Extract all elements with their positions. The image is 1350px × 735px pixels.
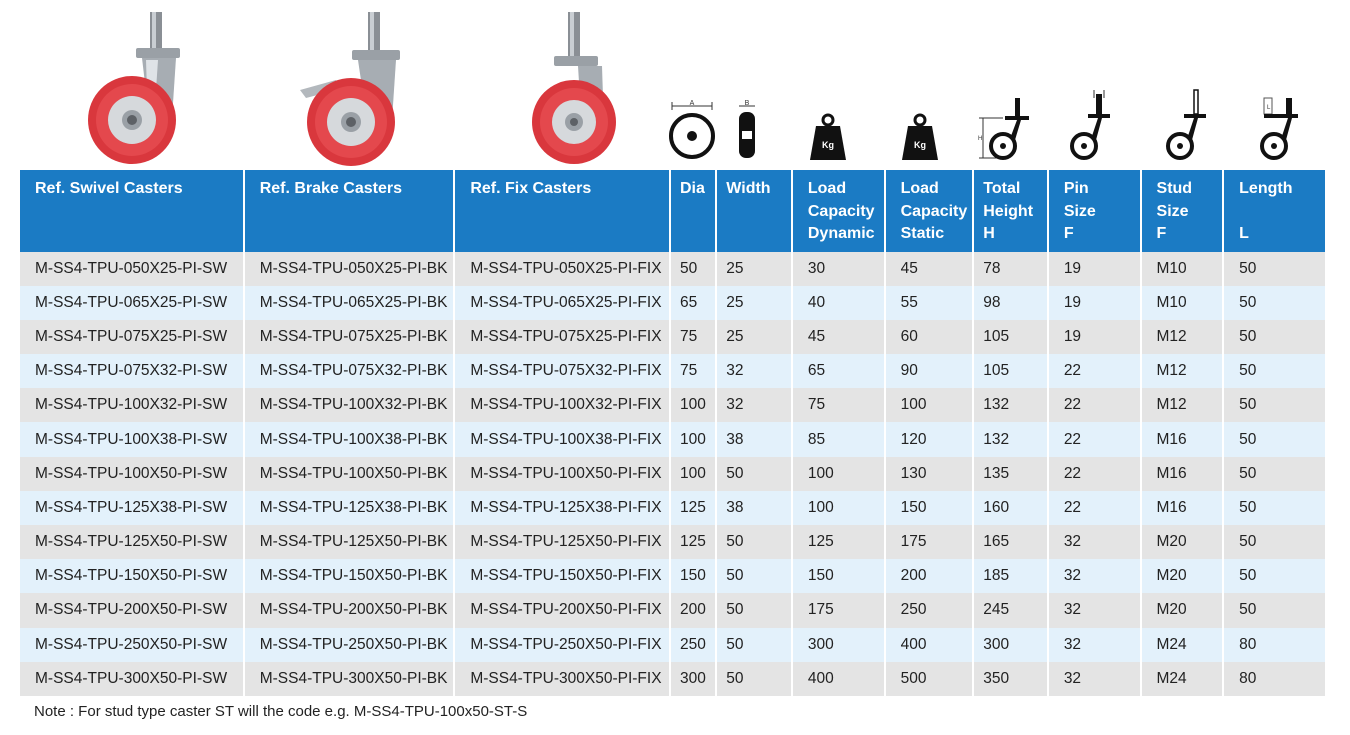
table-row [20,662,1325,696]
cell-brake-ref: M-SS4-TPU-150X50-PI-BK [244,559,455,593]
cell-width: 50 [716,593,792,627]
cell-load-static: 200 [885,559,974,593]
cell-load-dynamic: 30 [792,252,885,286]
table-row [20,491,1325,525]
cell-swivel-ref: M-SS4-TPU-200X50-PI-SW [20,593,244,627]
table-row [20,422,1325,456]
cell-fix-ref: M-SS4-TPU-300X50-PI-FIX [454,662,670,696]
cell-dia: 50 [670,252,716,286]
cell-load-static: 400 [885,628,974,662]
cell-length: 50 [1223,320,1325,354]
footnote: Note : For stud type caster ST will the code e.g. M-SS4-TPU-100x50-ST-S [34,703,528,720]
cell-dia: 100 [670,422,716,456]
cell-stud-size: M16 [1141,457,1224,491]
table-row [20,252,1325,286]
cell-load-dynamic: 65 [792,354,885,388]
cell-stud-size: M12 [1141,354,1224,388]
cell-width: 25 [716,320,792,354]
cell-load-dynamic: 125 [792,525,885,559]
weight-kg-icon [900,112,940,162]
cell-dia: 75 [670,320,716,354]
cell-width: 50 [716,628,792,662]
cell-brake-ref: M-SS4-TPU-100X32-PI-BK [244,388,455,422]
cell-stud-size: M12 [1141,320,1224,354]
cell-fix-ref: M-SS4-TPU-250X50-PI-FIX [454,628,670,662]
pin-size-icon [1066,88,1114,162]
cell-length: 80 [1223,628,1325,662]
cell-total-height: 135 [973,457,1048,491]
cell-brake-ref: M-SS4-TPU-050X25-PI-BK [244,252,455,286]
header-load-static: Load Capacity Static [885,170,974,252]
cell-stud-size: M12 [1141,388,1224,422]
header-fix-casters: Ref. Fix Casters [454,170,670,252]
cell-fix-ref: M-SS4-TPU-065X25-PI-FIX [454,286,670,320]
cell-length: 80 [1223,662,1325,696]
cell-load-static: 500 [885,662,974,696]
cell-fix-ref: M-SS4-TPU-100X32-PI-FIX [454,388,670,422]
cell-dia: 100 [670,388,716,422]
cell-fix-ref: M-SS4-TPU-075X32-PI-FIX [454,354,670,388]
width-letter: B [744,100,750,107]
cell-length: 50 [1223,354,1325,388]
cell-brake-ref: M-SS4-TPU-250X50-PI-BK [244,628,455,662]
cell-load-static: 120 [885,422,974,456]
cell-width: 50 [716,525,792,559]
cell-length: 50 [1223,422,1325,456]
cell-stud-size: M20 [1141,559,1224,593]
table-row [20,593,1325,627]
cell-fix-ref: M-SS4-TPU-075X25-PI-FIX [454,320,670,354]
cell-pin-size: 32 [1048,559,1141,593]
length-letter: L [1267,105,1271,111]
cell-dia: 65 [670,286,716,320]
cell-stud-size: M24 [1141,662,1224,696]
cell-stud-size: M20 [1141,525,1224,559]
cell-load-dynamic: 175 [792,593,885,627]
cell-load-dynamic: 400 [792,662,885,696]
cell-fix-ref: M-SS4-TPU-100X38-PI-FIX [454,422,670,456]
cell-swivel-ref: M-SS4-TPU-075X32-PI-SW [20,354,244,388]
cell-total-height: 350 [973,662,1048,696]
cell-pin-size: 32 [1048,662,1141,696]
cell-swivel-ref: M-SS4-TPU-075X25-PI-SW [20,320,244,354]
cell-total-height: 105 [973,320,1048,354]
cell-load-dynamic: 300 [792,628,885,662]
cell-swivel-ref: M-SS4-TPU-100X50-PI-SW [20,457,244,491]
cell-pin-size: 19 [1048,286,1141,320]
cell-pin-size: 22 [1048,354,1141,388]
cell-stud-size: M10 [1141,286,1224,320]
cell-swivel-ref: M-SS4-TPU-150X50-PI-SW [20,559,244,593]
cell-length: 50 [1223,388,1325,422]
header-length: Length L [1223,170,1325,252]
length-icon [1254,94,1304,162]
cell-total-height: 245 [973,593,1048,627]
cell-fix-ref: M-SS4-TPU-100X50-PI-FIX [454,457,670,491]
cell-width: 50 [716,457,792,491]
cell-total-height: 98 [973,286,1048,320]
cell-pin-size: 22 [1048,457,1141,491]
cell-swivel-ref: M-SS4-TPU-100X32-PI-SW [20,388,244,422]
cell-length: 50 [1223,286,1325,320]
cell-width: 50 [716,662,792,696]
cell-load-static: 100 [885,388,974,422]
table-row [20,286,1325,320]
cell-brake-ref: M-SS4-TPU-065X25-PI-BK [244,286,455,320]
cell-pin-size: 32 [1048,628,1141,662]
table-row [20,354,1325,388]
header-load-dynamic: Load Capacity Dynamic [792,170,885,252]
cell-dia: 300 [670,662,716,696]
cell-load-static: 150 [885,491,974,525]
cell-fix-ref: M-SS4-TPU-150X50-PI-FIX [454,559,670,593]
cell-swivel-ref: M-SS4-TPU-250X50-PI-SW [20,628,244,662]
cell-length: 50 [1223,525,1325,559]
header-total-height: Total Height H [973,170,1048,252]
cell-brake-ref: M-SS4-TPU-075X32-PI-BK [244,354,455,388]
cell-load-dynamic: 45 [792,320,885,354]
cell-total-height: 132 [973,422,1048,456]
table-row [20,457,1325,491]
cell-dia: 125 [670,491,716,525]
cell-swivel-ref: M-SS4-TPU-125X38-PI-SW [20,491,244,525]
cell-load-static: 250 [885,593,974,627]
cell-total-height: 185 [973,559,1048,593]
table-row [20,525,1325,559]
cell-load-static: 90 [885,354,974,388]
cell-load-dynamic: 75 [792,388,885,422]
table-row [20,320,1325,354]
cell-load-static: 55 [885,286,974,320]
wheel-width-icon [732,100,762,162]
header-stud-size: Stud Size F [1141,170,1224,252]
cell-swivel-ref: M-SS4-TPU-300X50-PI-SW [20,662,244,696]
cell-width: 38 [716,491,792,525]
cell-width: 38 [716,422,792,456]
cell-load-dynamic: 100 [792,491,885,525]
cell-swivel-ref: M-SS4-TPU-125X50-PI-SW [20,525,244,559]
table-body [20,252,1325,696]
cell-load-static: 175 [885,525,974,559]
cell-pin-size: 32 [1048,525,1141,559]
cell-width: 25 [716,286,792,320]
header-dia: Dia [670,170,716,252]
cell-stud-size: M16 [1141,422,1224,456]
brake-caster-image [296,8,411,168]
header-width: Width [716,170,792,252]
cell-pin-size: 19 [1048,320,1141,354]
cell-pin-size: 32 [1048,593,1141,627]
cell-stud-size: M10 [1141,252,1224,286]
cell-fix-ref: M-SS4-TPU-125X38-PI-FIX [454,491,670,525]
header-brake-casters: Ref. Brake Casters [244,170,455,252]
cell-length: 50 [1223,457,1325,491]
cell-load-static: 60 [885,320,974,354]
cell-pin-size: 19 [1048,252,1141,286]
cell-length: 50 [1223,559,1325,593]
cell-swivel-ref: M-SS4-TPU-065X25-PI-SW [20,286,244,320]
cell-dia: 125 [670,525,716,559]
cell-brake-ref: M-SS4-TPU-200X50-PI-BK [244,593,455,627]
cell-dia: 200 [670,593,716,627]
cell-swivel-ref: M-SS4-TPU-050X25-PI-SW [20,252,244,286]
cell-length: 50 [1223,593,1325,627]
illustration-row [0,0,1350,170]
cell-brake-ref: M-SS4-TPU-100X50-PI-BK [244,457,455,491]
cell-swivel-ref: M-SS4-TPU-100X38-PI-SW [20,422,244,456]
dia-letter: A [689,100,695,107]
cell-total-height: 160 [973,491,1048,525]
cell-load-dynamic: 100 [792,457,885,491]
cell-total-height: 132 [973,388,1048,422]
cell-pin-size: 22 [1048,388,1141,422]
cell-length: 50 [1223,252,1325,286]
header-swivel-casters: Ref. Swivel Casters [20,170,244,252]
cell-brake-ref: M-SS4-TPU-100X38-PI-BK [244,422,455,456]
cell-fix-ref: M-SS4-TPU-050X25-PI-FIX [454,252,670,286]
cell-pin-size: 22 [1048,491,1141,525]
cell-load-dynamic: 150 [792,559,885,593]
header-pin-size: Pin Size F [1048,170,1141,252]
cell-pin-size: 22 [1048,422,1141,456]
kg-label: Kg [914,140,926,150]
cell-brake-ref: M-SS4-TPU-300X50-PI-BK [244,662,455,696]
table-row [20,559,1325,593]
cell-load-dynamic: 40 [792,286,885,320]
cell-length: 50 [1223,491,1325,525]
cell-stud-size: M20 [1141,593,1224,627]
cell-total-height: 105 [973,354,1048,388]
cell-dia: 75 [670,354,716,388]
kg-label: Kg [822,140,834,150]
cell-total-height: 165 [973,525,1048,559]
cell-brake-ref: M-SS4-TPU-125X38-PI-BK [244,491,455,525]
cell-brake-ref: M-SS4-TPU-125X50-PI-BK [244,525,455,559]
fix-caster-image [530,8,620,168]
cell-load-static: 45 [885,252,974,286]
height-letter: H [978,136,983,142]
total-height-icon [975,96,1031,162]
cell-dia: 250 [670,628,716,662]
table-row [20,628,1325,662]
cell-width: 25 [716,252,792,286]
cell-stud-size: M24 [1141,628,1224,662]
table-row [20,388,1325,422]
cell-load-dynamic: 85 [792,422,885,456]
cell-fix-ref: M-SS4-TPU-125X50-PI-FIX [454,525,670,559]
wheel-diameter-icon [668,100,716,162]
cell-stud-size: M16 [1141,491,1224,525]
cell-brake-ref: M-SS4-TPU-075X25-PI-BK [244,320,455,354]
cell-dia: 100 [670,457,716,491]
cell-fix-ref: M-SS4-TPU-200X50-PI-FIX [454,593,670,627]
cell-dia: 150 [670,559,716,593]
weight-kg-icon [808,112,848,162]
table-header-row [20,170,1325,252]
cell-total-height: 300 [973,628,1048,662]
cell-width: 50 [716,559,792,593]
caster-spec-table [20,170,1325,696]
cell-width: 32 [716,354,792,388]
swivel-caster-image [80,8,190,168]
cell-width: 32 [716,388,792,422]
cell-load-static: 130 [885,457,974,491]
stud-size-icon [1162,88,1210,162]
cell-total-height: 78 [973,252,1048,286]
